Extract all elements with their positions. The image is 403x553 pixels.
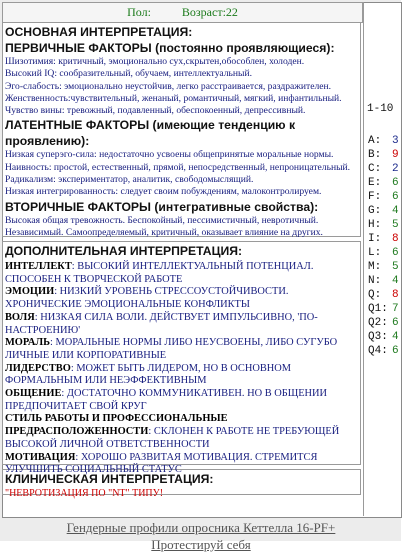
factor-column — [363, 2, 401, 516]
factor-score — [368, 275, 400, 287]
latent-title: ЛАТЕНТНЫЕ ФАКТОРЫ (имеющие тенденцию к проявлению): — [5, 118, 296, 149]
factor-value: 5 — [392, 219, 399, 231]
factor-value: 4 — [392, 205, 399, 217]
factor-value: 6 — [392, 345, 399, 357]
factor-value: 8 — [392, 289, 399, 301]
factor-score — [368, 317, 400, 329]
primary-title: ПЕРВИЧНЫЕ ФАКТОРЫ (постоянно проявляющиеся): — [5, 41, 335, 55]
interpretation-line: Низкая суперэго-сила: недостаточно усвоены общепринятые моральные нормы. — [5, 149, 334, 161]
interpretation-line: Женственность:чувствительный, женаный, романтичный, мягкий, инфантильный. — [5, 92, 342, 104]
interpretation-line: Высокая общая тревожность. Беспокойный, пессимистичный, невротичный. — [5, 214, 319, 226]
extra-item — [5, 388, 358, 413]
test-yourself-link[interactable]: Протестируй себя — [151, 537, 251, 552]
interpretation-line: Высокий IQ: сообразительный, обучаем, интеллектуальный. — [5, 68, 253, 80]
secondary-title: ВТОРИЧНЫЕ ФАКТОРЫ (интегративные свойства): — [5, 199, 319, 214]
factor-name: B: — [368, 149, 382, 161]
factor-name: F: — [368, 191, 382, 203]
sex-label: Пол: — [127, 5, 151, 19]
factor-name: A: — [368, 135, 382, 147]
interpretation-line: Независимый. Самоопределяемый, критичный, оказывает влияние на других. — [5, 226, 323, 238]
factor-name: Q1: — [368, 303, 388, 315]
factor-score — [368, 331, 400, 343]
factor-score — [368, 303, 400, 315]
extra-item-text: : МОРАЛЬНЫЕ НОРМЫ ЛИБО НЕУСВОЕНЫ, ЛИБО СУГУБО ЛИЧНЫЕ ИЛИ КОРПОРАТИВНЫЕ — [5, 337, 338, 361]
factor-score — [368, 135, 400, 147]
extra-interpretation — [2, 241, 361, 476]
factor-value: 6 — [392, 317, 399, 329]
extra-item-text: : ВЫСОКИЙ ИНТЕЛЛЕКТУАЛЬНЫЙ ПОТЕНЦИАЛ. СПОСОБЕН К ТВОРЧЕСКОЙ РАБОТЕ — [5, 261, 314, 285]
extra-item-label: МОТИВАЦИЯ — [5, 451, 76, 463]
factor-value: 3 — [392, 135, 399, 147]
factor-score — [368, 149, 400, 161]
extra-item-text: : МОЖЕТ БЫТЬ ЛИДЕРОМ, НО В ОСНОВНОМ ФОРМАЛЬНЫМ ИЛИ НЕЭФФЕКТИВНЫМ — [5, 362, 292, 387]
main-title: ОСНОВНАЯ ИНТЕРПРЕТАЦИЯ: — [5, 25, 193, 39]
clinic-title: КЛИНИЧЕСКАЯ ИНТЕРПРЕТАЦИЯ: — [5, 472, 214, 486]
factor-value: 4 — [392, 331, 399, 343]
factor-score — [368, 261, 400, 273]
extra-item — [5, 363, 358, 388]
factor-name: G: — [368, 205, 382, 217]
extra-item-text: : СКЛОНЕН К РАБОТЕ НЕ ТРЕБУЮЩЕЙ ВЫСОКОЙ ЛИЧНОЙ ОТВЕТСТВЕННОСТИ — [5, 426, 340, 450]
interpretation-column — [2, 22, 361, 499]
extra-item-label: СТИЛЬ РАБОТЫ И ПРОФЕССИОНАЛЬНЫЕ ПРЕДРАСПОЛОЖЕННОСТИ — [5, 413, 228, 438]
factor-name: Q2: — [368, 317, 388, 329]
factor-name: L: — [368, 247, 382, 259]
factor-score — [368, 177, 400, 189]
factor-name: M: — [368, 261, 382, 273]
extra-item — [5, 312, 358, 337]
factor-value: 4 — [392, 275, 399, 287]
factor-score — [368, 219, 400, 231]
factor-value: 8 — [392, 233, 399, 245]
interpretation-line: Эго-слабость: эмоционально неустойчив, легко расстраивается, раздражителен. — [5, 80, 332, 92]
factor-value: 9 — [392, 149, 399, 161]
extra-item-text: : НИЗКАЯ СИЛА ВОЛИ. ДЕЙСТВУЕТ ИМПУЛЬСИВНО, 'ПО-НАСТРОЕНИЮ' — [5, 311, 318, 336]
header-bar — [2, 2, 363, 23]
interpretation-line: Наивность: простой, естественный, прямой, непосредственный, непроницательный. — [5, 161, 351, 173]
age-label: Возраст:22 — [181, 5, 238, 19]
factor-value: 2 — [392, 163, 399, 175]
extra-item-label: ЛИДЕРСТВО — [5, 362, 71, 374]
factor-name: E: — [368, 177, 382, 189]
extra-item-label: ЭМОЦИИ — [5, 286, 55, 298]
gender-profiles-link[interactable]: Гендерные профили опросника Кеттелла 16-PF+ — [66, 520, 336, 535]
extra-title: ДОПОЛНИТЕЛЬНАЯ ИНТЕРПРЕТАЦИЯ: — [5, 244, 243, 258]
factor-score — [368, 289, 400, 301]
extra-item-label: ИНТЕЛЛЕКТ — [5, 261, 72, 272]
factor-value: 6 — [392, 247, 399, 259]
factor-name: H: — [368, 219, 382, 231]
interpretation-line: Шизотимия: критичный, эмоционально сух,скрытен,обособлен, холоден. — [5, 56, 305, 67]
extra-item — [5, 413, 358, 451]
factor-value: 5 — [392, 261, 399, 273]
footer — [2, 519, 400, 553]
factor-value: 6 — [392, 177, 399, 189]
factor-name: Q4: — [368, 345, 388, 357]
latent-lines — [5, 149, 358, 198]
factor-score — [368, 233, 400, 245]
factor-score — [368, 345, 400, 357]
main-interpretation — [2, 22, 361, 237]
extra-item — [5, 337, 358, 362]
secondary-lines — [5, 215, 358, 240]
extra-items — [5, 261, 358, 477]
factor-score — [368, 247, 400, 259]
extra-item-text: : НИЗКИЙ УРОВЕНЬ СТРЕССОУСТОЙЧИВОСТИ. ХРОНИЧЕСКИЕ ЭМОЦИОНАЛЬНЫЕ КОНФЛИКТЫ — [5, 286, 289, 311]
extra-item-text: : ХОРОШО РАЗВИТАЯ МОТИВАЦИЯ. СТРЕМИТСЯ УЛУЧШИТЬ СОЦИАЛЬНЫЙ СТАТУС — [5, 451, 318, 476]
factor-name: C: — [368, 163, 382, 175]
extra-item-label: МОРАЛЬ — [5, 337, 51, 349]
factor-score — [368, 205, 400, 217]
extra-item-text: : ДОСТАТОЧНО КОММУНИКАТИВЕН. НО В ОБЩЕНИИ ПРЕДПОЧИТАЕТ СВОЙ КРУГ — [5, 388, 328, 412]
clinic-text: "НЕВРОТИЗАЦИЯ ПО "NT" ТИПУ! — [5, 488, 164, 499]
interpretation-line: Чувство вины: тревожный, подавленный, обеспокоенный, депрессивный. — [5, 105, 306, 117]
extra-item — [5, 261, 358, 286]
primary-lines — [5, 56, 358, 117]
interpretation-line: Низкая интегрированность: следует своим побуждениям, малоконтролируем. — [5, 186, 322, 198]
factor-value: 6 — [392, 191, 399, 203]
interpretation-line: Радикализм: экспериментатор, аналитик, свободомыслящий. — [5, 174, 254, 186]
factor-name: Q3: — [368, 331, 388, 343]
factor-name: I: — [368, 233, 382, 245]
extra-item-label: ОБЩЕНИЕ — [5, 388, 62, 400]
scale-label: 1-10 — [367, 103, 394, 115]
extra-item — [5, 286, 358, 311]
factor-score — [368, 163, 400, 175]
factor-score — [368, 191, 400, 203]
factor-name: N: — [368, 275, 382, 287]
factor-name: Q: — [368, 289, 382, 301]
extra-item-label: ВОЛЯ — [5, 311, 35, 323]
factor-value: 7 — [392, 303, 399, 315]
clinic-interpretation — [2, 469, 361, 499]
